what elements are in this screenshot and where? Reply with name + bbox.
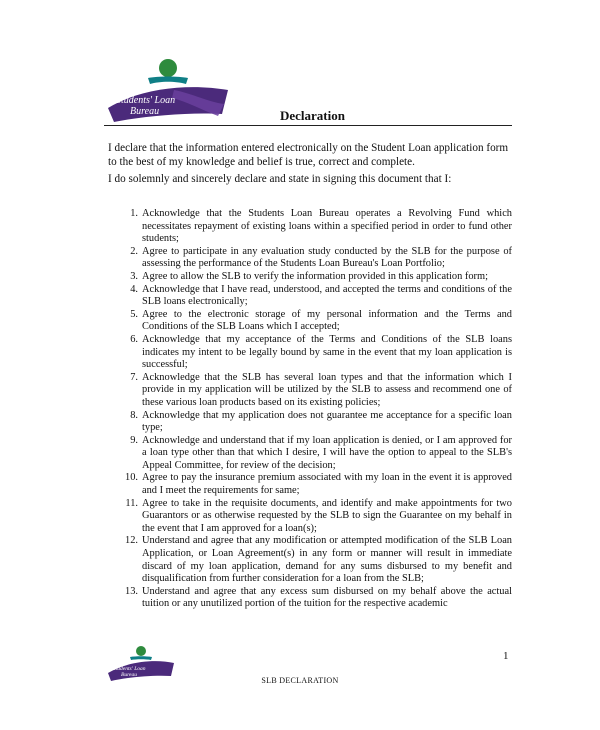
- document-title: Declaration: [280, 108, 345, 123]
- list-item: 9. Acknowledge and understand that if my loan application is denied, or I am approved for a loan type other than that which I desire, I will have the option to appeal to the SLB's Appeal Committee, for review of the decision;: [130, 434, 512, 471]
- declaration-list: [108, 208, 512, 611]
- list-item: 7. Acknowledge that the SLB has several loan types and that the information which I provide in my application will be utilized by the SLB to assess and recommend one of these various loan products based on its existing policies;: [130, 371, 512, 408]
- intro-paragraph: I declare that the information entered electronically on the Student Loan application form to the best of my knowledge and belief is true, correct and complete.: [108, 142, 509, 168]
- title-divider: [104, 125, 512, 126]
- list-item: 3. Agree to allow the SLB to verify the information provided in this application form;: [130, 270, 488, 282]
- list-item: 6. Acknowledge that my acceptance of the Terms and Conditions of the SLB loans indicates my intent to be legally bound by same in the event that my loan application is successful;: [130, 333, 512, 371]
- list-item: 2. Agree to participate in any evaluation study conducted by the SLB for the purpose of assessing the performance of the Students Loan Bureau's Loan Portfolio;: [130, 245, 512, 270]
- list-item: 8. Acknowledge that my application does not guarantee me acceptance for a specific loan type;: [130, 409, 512, 434]
- svg-text:Students' Loan: Students' Loan: [113, 666, 146, 672]
- svg-text:Bureau: Bureau: [121, 672, 137, 678]
- solemn-declaration-paragraph: I do solemnly and sincerely declare and state in signing this document that I:: [108, 173, 452, 185]
- students-loan-bureau-logo: [104, 56, 232, 128]
- list-item: 4. Acknowledge that I have read, understood, and accepted the terms and conditions of the SLB loans electronically;: [130, 283, 512, 308]
- logo-text-line1: Students' Loan: [116, 95, 176, 106]
- list-item: 12. Understand and agree that any modification or attempted modification of the SLB Loan Application, or Loan Agreement(s) in any form or manner will result in immediate discard of my loan application, demand for any sums disbursed to my benefit and disqualification from further consideration for a loan from the SLB;: [125, 535, 512, 585]
- footer-label: SLB DECLARATION: [261, 676, 339, 685]
- list-item: 13. Understand and agree that any excess sum disbursed on my behalf above the actual tuition or any unutilized portion of the tuition for the respective academic: [125, 585, 512, 610]
- logo-text-line2: Bureau: [130, 106, 160, 117]
- list-item: 11. Agree to take in the requisite documents, and identify and make appointments for two Guarantors or as otherwise requested by the SLB to sign the Guarantee on my behalf in the event that I am approved for a loan(s);: [125, 497, 512, 534]
- list-item: 10. Agree to pay the insurance premium associated with my loan in the event it is approved and I meet the requirements for same;: [125, 472, 512, 497]
- list-item: 5. Agree to the electronic storage of my personal information and the Terms and Conditions of the SLB Loans which I accepted;: [130, 308, 512, 333]
- page-number: 1: [503, 650, 509, 662]
- list-item: 1. Acknowledge that the Students Loan Bureau operates a Revolving Fund which necessitates repayment of existing loans within a specified period in order to fund other students;: [130, 208, 512, 245]
